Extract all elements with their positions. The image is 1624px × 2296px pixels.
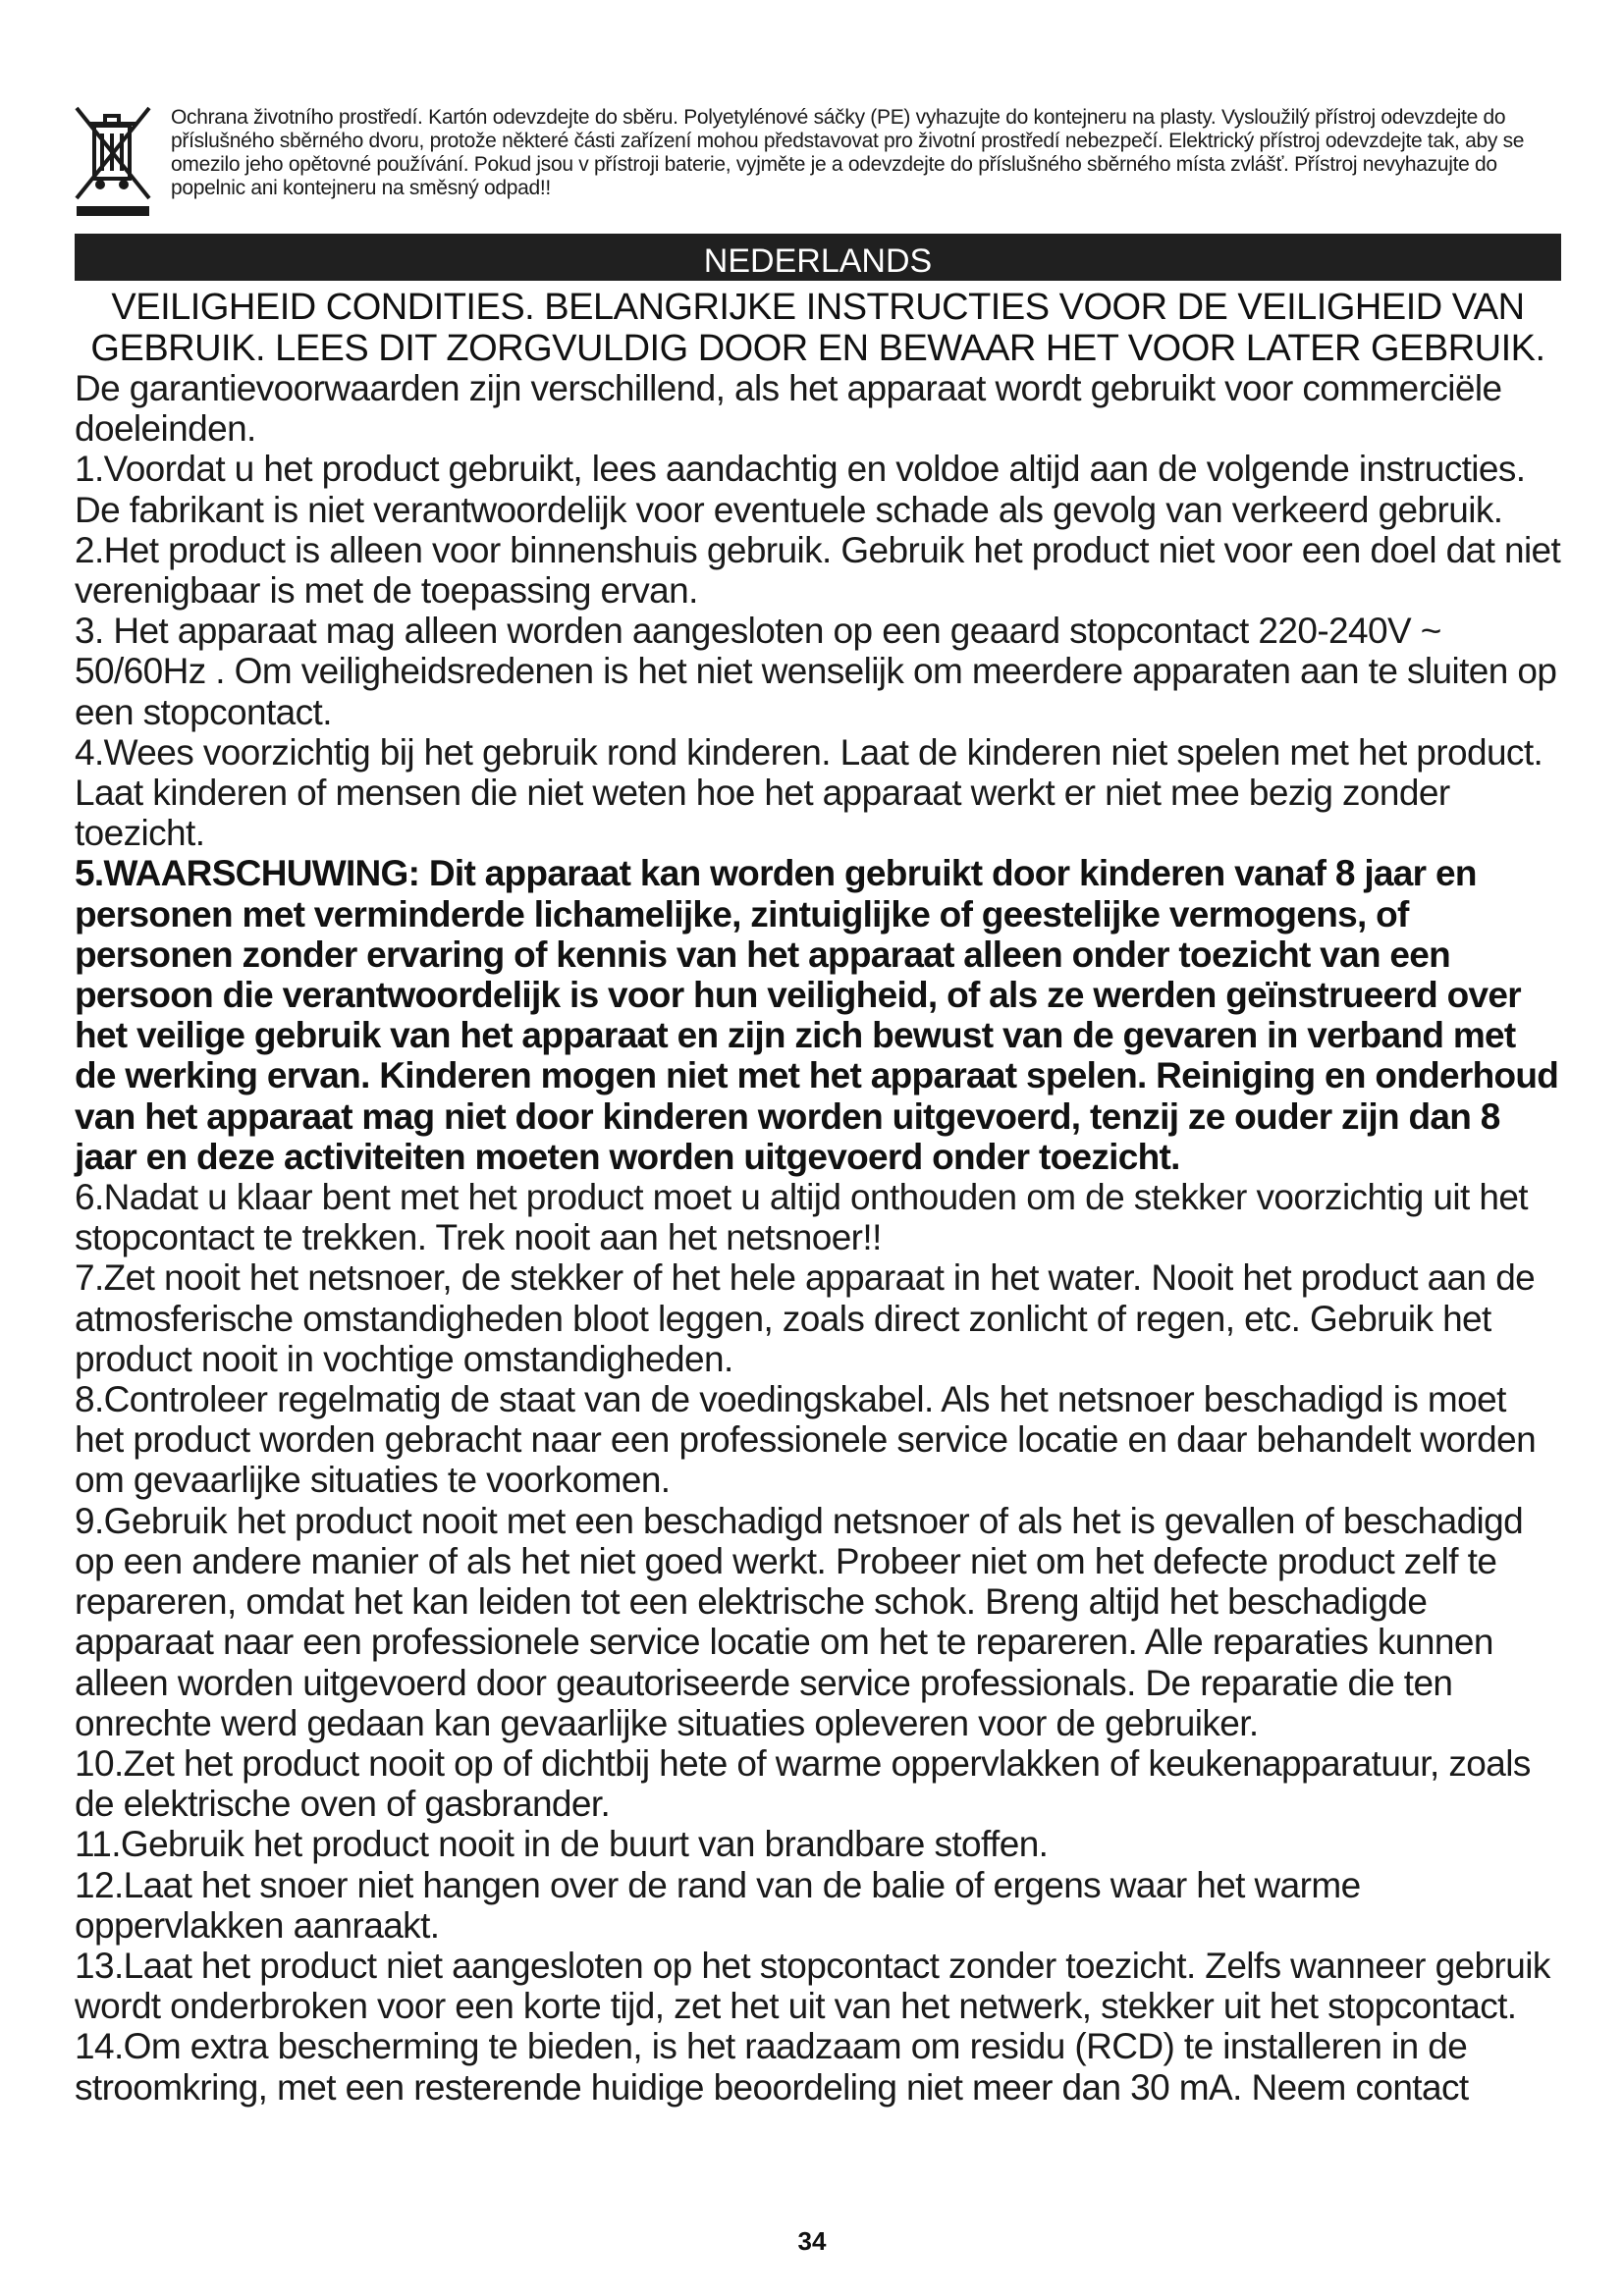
warranty-intro: De garantievoorwaarden zijn verschillend, als het apparaat wordt gebruikt voor commerciële doeleinden. [75,368,1502,450]
instruction-item: 11.Gebruik het product nooit in de buurt van brandbare stoffen. [75,1824,1049,1865]
crossed-out-bin-icon [73,102,153,218]
disposal-notice [73,102,1575,226]
instruction-item: 14.Om extra bescherming te bieden, is het raadzaam om residu (RCD) te installeren in de stroomkring, met een resterende huidige beoordeling niet meer dan 30 mA. Neem contact [75,2026,1469,2108]
instruction-item: 7.Zet nooit het netsnoer, de stekker of het hele apparaat in het water. Nooit het product aan de atmosferische omstandigheden bloot leggen, zoals direct zonlicht of regen, etc. Gebruik het product nooit in vochtige omstandigheden. [75,1257,1536,1379]
instruction-item: 10.Zet het product nooit op of dichtbij hete of warme oppervlakken of keukenapparatuur, zoals de elektrische oven of gasbrander. [75,1742,1531,1825]
safety-instructions [75,368,1563,2108]
instruction-item: 12.Laat het snoer niet hangen over de rand van de balie of ergens waar het warme oppervlakken aanraakt. [75,1864,1361,1946]
instruction-item: 4.Wees voorzichtig bij het gebruik rond kinderen. Laat de kinderen niet spelen met het product. Laat kinderen of mensen die niet weten hoe het apparaat werkt er niet mee bezig zonder toezicht. [75,731,1543,854]
instruction-item: 2.Het product is alleen voor binnenshuis gebruik. Gebruik het product niet voor een doel dat niet verenigbaar is met de toepassing ervan. [75,529,1561,612]
instruction-item: 13.Laat het product niet aangesloten op het stopcontact zonder toezicht. Zelfs wanneer gebruik wordt onderbroken voor een korte tijd, zet het uit van het netwerk, stekker uit het stopcontact. [75,1945,1550,2027]
instruction-item: 3. Het apparaat mag alleen worden aangesloten op een geaard stopcontact 220-240V ~ 50/60Hz . Om veiligheidsredenen is het niet wenselijk om meerdere apparaten aan te sluiten op een stopcontact. [75,611,1557,732]
instruction-item: 8.Controleer regelmatig de staat van de voedingskabel. Als het netsnoer beschadigd is moet het product worden gebracht naar een professionele service locatie en daar behandelt worden om gevaarlijke situaties te voorkomen. [75,1379,1537,1501]
instruction-item: 9.Gebruik het product nooit met een beschadigd netsnoer of als het is gevallen of beschadigd op een andere manier of als het niet goed werkt. Probeer niet om het defecte product zelf te repareren, omdat het kan leiden tot een elektrische schok. Breng altijd het beschadigde apparaat naar een professionele service locatie om het te repareren. Alle reparaties kunnen alleen worden uitgevoerd door geautoriseerde service professionals. De reparatie die ten onrechte werd gedaan kan gevaarlijke situaties opleveren voor de gebruiker. [75,1500,1524,1743]
instruction-item: 6.Nadat u klaar bent met het product moet u altijd onthouden om de stekker voorzichtig uit het stopcontact te trekken. Trek nooit aan het netsnoer!! [75,1177,1528,1258]
instruction-item: 1.Voordat u het product gebruikt, lees aandachtig en voldoe altijd aan de volgende instructies. De fabrikant is niet verantwoordelijk voor eventuele schade als gevolg van verkeerd gebruik. [75,449,1526,530]
language-section-header: NEDERLANDS [75,234,1561,281]
page-number: 34 [797,2226,827,2256]
safety-title: VEILIGHEID CONDITIES. BELANGRIJKE INSTRUCTIES VOOR DE VEILIGHEID VAN GEBRUIK. LEES DIT ZORGVULDIG DOOR EN BEWAAR HET VOOR LATER GEBRUIK. [90,287,1545,369]
czech-disposal-text: Ochrana životního prostředí. Kartón odevzdejte do sběru. Polyetylénové sáčky (PE) vyhazujte do kontejneru na plasty. Vysloužilý přístroj odevzdejte do příslušného sběrného dvoru, protože některé části zařízení mohou představovat pro životní prostředí nebezpečí. Elektrický přístroj odevzdejte tak, aby se omezilo jeho opětovné používání. Pokud jsou v přístroji baterie, vyjměte je a odevzdejte do příslušného sběrného místa zvlášť. Přístroj nevyhazujte do popelnic ani kontejneru na směsný odpad!! [171,106,1525,199]
warning-item: 5.WAARSCHUWING: Dit apparaat kan worden gebruikt door kinderen vanaf 8 jaar en personen met verminderde lichamelijke, zintuiglijke of geestelijke vermogens, of personen zonder ervaring of kennis van het apparaat alleen onder toezicht van een persoon die verantwoordelijk is voor hun veiligheid, of als ze werden geïnstrueerd over het veilige gebruik van het apparaat en zijn zich bewust van de gevaren in verband met de werking ervan. Kinderen mogen niet met het apparaat spelen. Reiniging en onderhoud van het apparaat mag niet door kinderen worden uitgevoerd, tenzij ze ouder zijn dan 8 jaar en deze activiteiten moeten worden uitgevoerd onder toezicht. [75,853,1559,1177]
